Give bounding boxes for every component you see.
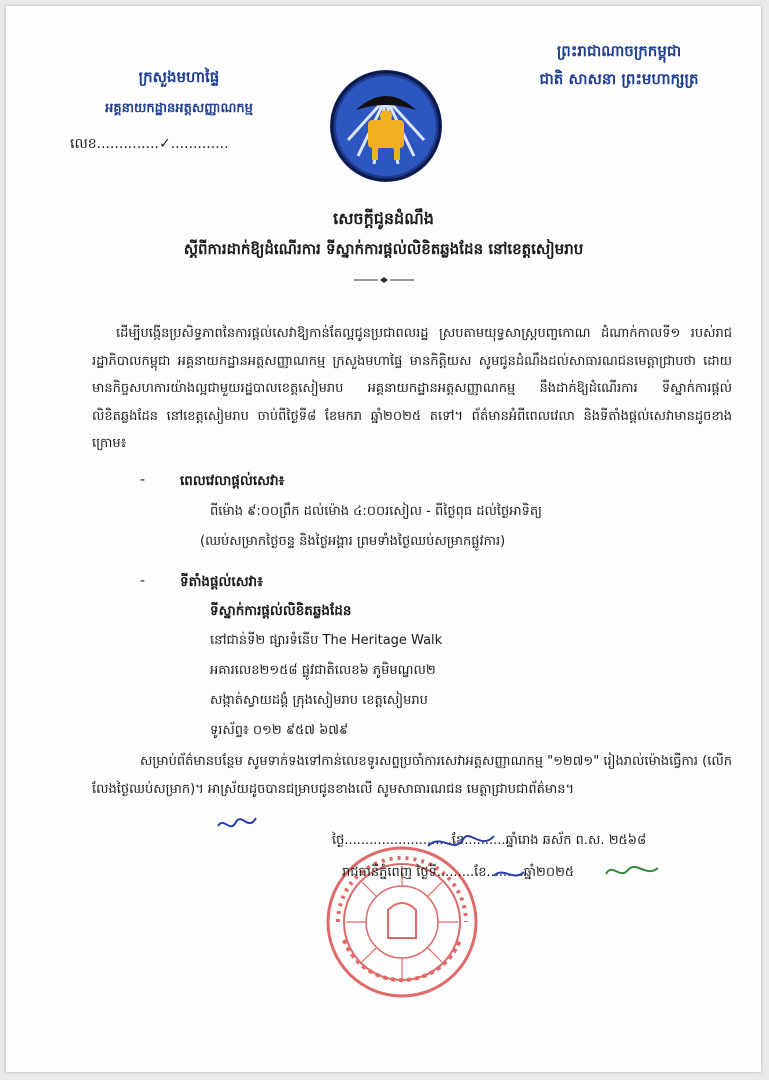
closing-paragraph: សម្រាប់ព័ត៌មានបន្ថែម សូមទាក់ទងទៅកាន់លេខទូរសព្ទប្រចាំការសេវាអត្តសញ្ញាណកម្ម "១២៧១" រៀងរាល់ម៉ោងធ្វើការ (លើកលែងថ្ងៃឈប់សម្រាក)។ អាស្រ័យដូចបានជម្រាបជូនខាងលើ សូមសាធារណជន មេត្តាជ្រាបជាព័ត៌មាន។ — [92, 754, 732, 797]
service-hours-heading: ពេលវេលាផ្តល់សេវា៖ — [180, 473, 285, 489]
intro-paragraph: ដើម្បីបង្កើនប្រសិទ្ធភាពនៃការផ្តល់សេវាឱ្យកាន់តែល្អជូនប្រជាពលរដ្ឋ ស្របតាមយុទ្ធសាស្ត្របញ្ចកោណ ដំណាក់កាលទី១ របស់រាជរដ្ឋាភិបាលកម្ពុជា អគ្គនាយកដ្ឋានអត្តសញ្ញាណកម្ម ក្រសួងមហាផ្ទៃ មានកិត្តិយស សូមជូនដំណឹងដល់សាធារណជនមេត្តាជ្រាបថា ដោយមានកិច្ចសហការយ៉ាងល្អជាមួយរដ្ឋបាលខេត្តសៀមរាប អគ្គនាយកដ្ឋានអត្តសញ្ញាណកម្ម នឹងដាក់ឱ្យដំណើរការ ទីស្នាក់ការផ្តល់លិខិតឆ្លងដែន នៅខេត្តសៀមរាប ចាប់ពីថ្ងៃទី៨ ខែមករា ឆ្នាំ២០២៥ តទៅ។ ព័ត៌មានអំពីពេលវេលា និងទីតាំងផ្តល់សេវាមានដូចខាងក្រោម៖ — [92, 326, 732, 451]
national-motto: ជាតិ សាសនា ព្រះមហាក្សត្រ — [539, 70, 699, 88]
department-logo — [328, 68, 444, 184]
service-hours-time: ពីម៉ោង ៩:០០ព្រឹក ដល់ម៉ោង ៤:០០រសៀល - ពីថ្ងៃពុធ ដល់ថ្ងៃអាទិត្យ — [210, 504, 543, 519]
phone-number: ទូរស័ព្ទ៖ ០១២ ៩៥៧ ៦៧៩ — [210, 723, 349, 738]
address-line: នៅជាន់ទី២ ផ្សារទំនើប The Heritage Walk — [210, 633, 443, 648]
bullet-dash: - — [140, 472, 146, 488]
solar-date: រាជធានីភ្នំពេញ ថ្ងៃទី.........ខែ.........ឆ្នាំ២០២៥ — [342, 865, 575, 880]
kingdom-name: ព្រះរាជាណាចក្រកម្ពុជា — [556, 42, 682, 60]
reference-number: លេខ..............✓............. — [70, 136, 229, 152]
handwritten-signature — [424, 826, 534, 916]
lunar-date: ថ្ងៃ..........................ខែ..........ឆ្នាំរោង ឆស័ក ព.ស. ២៥៦៨ — [332, 833, 647, 848]
notice-subject: ស្តីពីការដាក់ឱ្យដំណើរការ ទីស្នាក់ការផ្តល់លិខិតឆ្លងដែន នៅខេត្តសៀមរាប — [183, 240, 584, 258]
handwritten-mark — [602, 858, 662, 882]
ministry-name: ក្រសួងមហាផ្ទៃ — [138, 68, 220, 86]
office-name: ទីស្នាក់ការផ្តល់លិខិតឆ្លងដែន — [210, 603, 352, 619]
service-location-heading: ទីតាំងផ្តល់សេវា៖ — [180, 574, 264, 590]
address-line: អគារលេខ២១៥៨ ផ្លូវជាតិលេខ៦ ភូមិមណ្ឌល២ — [210, 663, 436, 678]
address-line: សង្កាត់ស្វាយដង្គំ ក្រុងសៀមរាប ខេត្តសៀមរាប — [210, 693, 428, 708]
bullet-dash: - — [140, 573, 146, 589]
ornament-divider — [354, 276, 414, 284]
department-name: អគ្គនាយកដ្ឋានអត្តសញ្ញាណកម្ម — [105, 101, 253, 116]
handwritten-initials — [216, 812, 260, 836]
service-hours-note: (ឈប់សម្រាកថ្ងៃចន្ទ និងថ្ងៃអង្គារ ព្រមទាំងថ្ងៃឈប់សម្រាកផ្លូវការ) — [200, 534, 506, 549]
notice-title: សេចក្តីជូនដំណឹង — [333, 209, 434, 228]
document-page — [6, 6, 761, 1072]
